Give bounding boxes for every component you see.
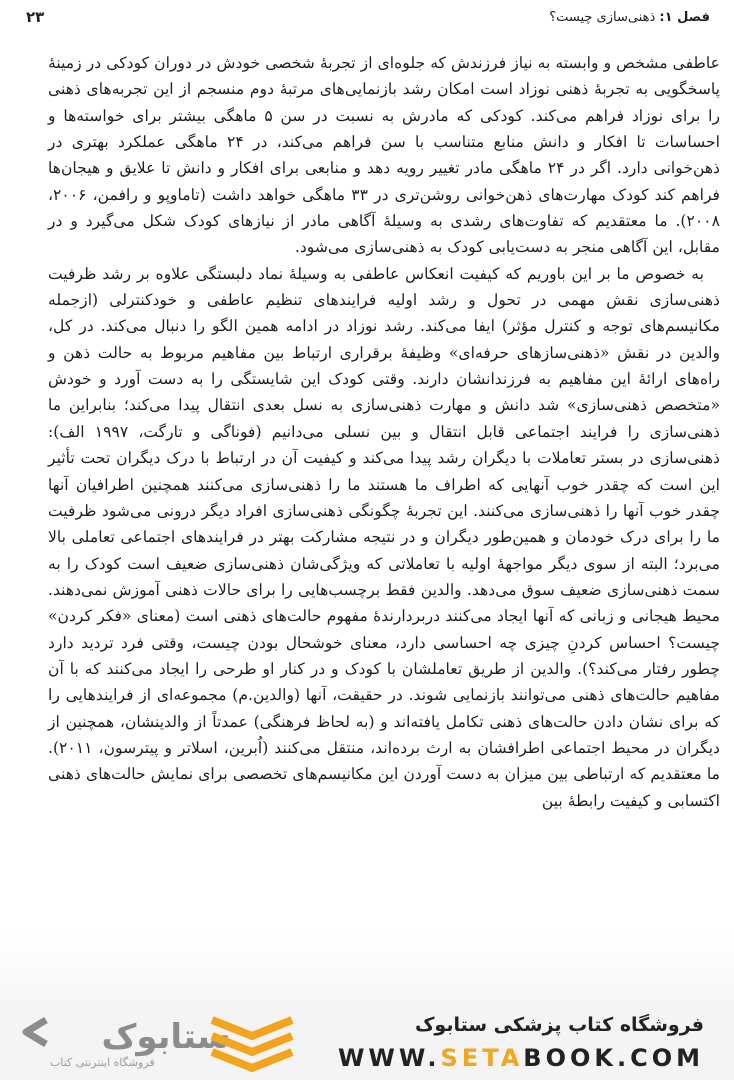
store-name: فروشگاه کتاب پزشکی ستابوک	[414, 1014, 704, 1036]
url-prefix: WWW.	[337, 1044, 441, 1072]
paragraph-2: به خصوص ما بر این باوریم که کیفیت انعکاس عاطفی به وسیلهٔ نماد دلبستگی علاوه بر رشد ظرفیت ذهنی‌سازی نقش مهمی در تحول و رشد اولیه فرایندهای تنظیم عاطفی و خودکنترلی (ازجمله مکانیسم‌های توجه و کنترل مؤثر) ایفا می‌کند. رشد نوزاد در ادامه همین الگو را دنبال می‌کند. در کل، والدین در نقش «ذهنی‌سازهای حرفه‌ای» وظیفهٔ برقراری ارتباط بین مفاهیم مربوط به حالت ذهن و راه‌های ارائهٔ این مفاهیم به فرزندانشان دارند. وقتی کودک این شایستگی را به دست آورد و خودش «متخصص ذهنی‌سازی» شد دانش و مهارت ذهنی‌سازی به نسل بعدی انتقال پیدا می‌کند؛ بنابراین ما ذهنی‌سازی را فرایند اجتماعی قابل انتقال و بین نسلی می‌دانیم (فوناگی و تارگت، ۱۹۹۷ الف): ذهنی‌سازی در بستر تعاملات با دیگران رشد پیدا می‌کند و کیفیت آن در ارتباط با درک دیگران تحت تأثیر این است که چقدر خوب آنهایی که اطراف ما هستند ما را ذهنی‌سازی می‌کنند همچنین اطرافیان آنها چقدر خوب آنها را ذهنی‌سازی می‌کنند. این تجربهٔ چگونگی ذهنی‌سازی افراد دیگر درونی می‌شود ظرفیت ما را برای درک خودمان و همین‌طور دیگران و در نتیجه مشارکت بهتر در فرایندهای اجتماعی تعاملی بالا می‌برد؛ البته از سوی دیگر مواجههٔ اولیه با تعاملاتی که ویژگی‌شان ذهنی‌سازی ضعیف است کودک را به سمت ذهنی‌سازی ضعیف سوق می‌دهد. والدین فقط برچسب‌هایی را برای حالات ذهنی آموزش نمی‌دهند. محیط هیجانی و زبانی که آنها ایجاد می‌کنند دربردارندهٔ مفهوم حالت‌های ذهنی است (معنای «فکر کردن» چیست؟ احساس کردنِ چیزی چه احساسی دارد، معنای خوشحال بودن چیست، وقتی فرد تردید دارد چطور رفتار می‌کند؟). والدین از طریق تعاملشان با کودک و در کنار او طرحی را ایجاد می‌کنند که با آن مفاهیم حالت‌های ذهنی می‌توانند بازنمایی شوند. در حقیقت، آنها (والدین.م) مجموعه‌ای از فرایندهایی را که برای نشان دادن حالت‌های ذهنی تکامل یافته‌اند و (به لحاظ فرهنگی) عمدتاً از والدینشان، همچنین از دیگران در محیط اجتماعی اطرافشان به ارث برده‌اند، منتقل می‌کنند (اُبرین، اسلاتر و پیترسون، ۲۰۱۱). ما معتقدیم که ارتباطی بین میزان به دست آوردن این مکانیسم‌های تخصصی برای نمایش حالت‌های ذهنی اکتسابی و کیفیت رابطهٔ بین	[48, 264, 720, 810]
running-head	[549, 10, 710, 25]
url-suffix: BOOK.COM	[523, 1044, 704, 1072]
body-text	[48, 50, 720, 814]
paragraph-1: عاطفی مشخص و وابسته به نیاز فرزندش که جلوه‌ای از تجربهٔ شخصی خودش در دوران کودکی در زمینهٔ پاسخگویی به تجربهٔ ذهنی نوزاد است امکان رشد بازنمایی‌های مرتبهٔ دوم منسجم از این تجربه‌های ذهنی را برای نوزاد فراهم می‌کند. کودکی که مادرش به نسبت در سن ۵ ماهگی بیشتر برای خواسته‌ها و احساسات تا افکار و دانش منابع متناسب با سن فراهم می‌کند، در ۲۴ ماهگی عملکرد بهتری در ذهن‌خوانی دارد. اگر در ۲۴ ماهگی مادر تغییر رویه دهد و منابعی برای افکار و دانش تا علایق و هیجان‌ها فراهم کند کودک مهارت‌های ذهن‌خوانی روشن‌تری در ۳۳ ماهگی خواهد داشت (تاماوپو و رافمن، ۲۰۰۶، ۲۰۰۸). ما معتقدیم که تفاوت‌های رشدی به وسیلهٔ آگاهی مادر از نیازهای کودک شکل می‌گیرد و در مقابل، این آگاهی منجر به دست‌یابی کودک به ذهنی‌سازی می‌شود.	[48, 54, 720, 257]
page-number: ۲۳	[26, 8, 45, 26]
chapter-title: ذهنی‌سازی چیست؟	[549, 10, 656, 25]
store-url-link[interactable]	[338, 1044, 704, 1072]
store-footer	[0, 1000, 734, 1080]
bottom-fade-overlay	[0, 930, 734, 1010]
setabook-logo[interactable]	[16, 1012, 306, 1074]
svg-text:ستابوک: ستابوک	[101, 1017, 231, 1057]
url-accent: SETA	[440, 1044, 524, 1072]
logo-caption: فروشگاه اینترنتی کتاب	[50, 1056, 155, 1069]
chapter-label: فصل ۱:	[659, 10, 710, 25]
page-header	[0, 0, 734, 38]
